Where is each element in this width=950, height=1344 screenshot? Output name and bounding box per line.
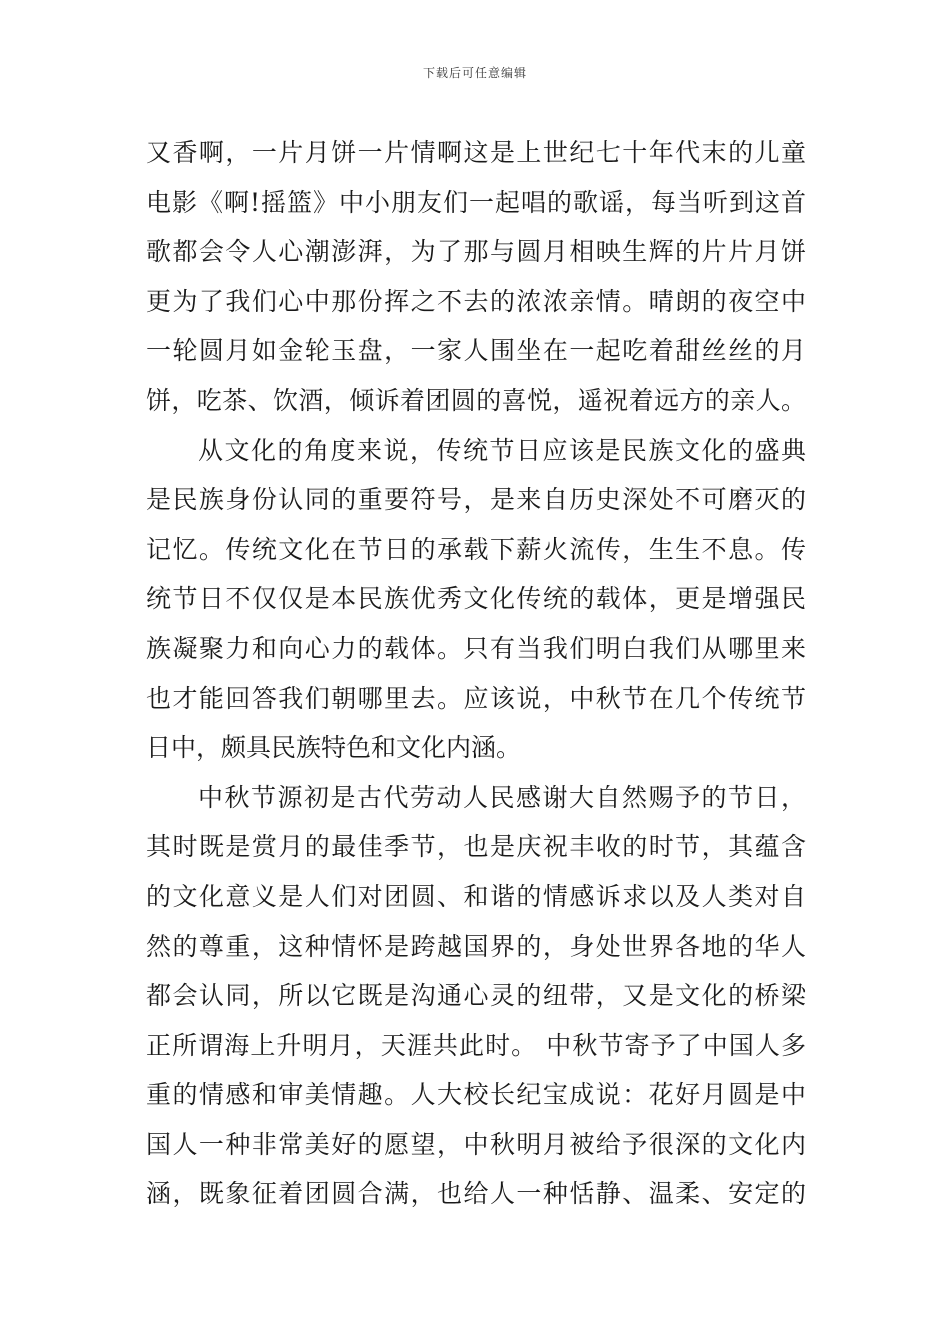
text-line: 重的情感和审美情趣。人大校长纪宝成说：花好月圆是中 [146, 1080, 806, 1110]
text-line: 也才能回答我们朝哪里去。应该说，中秋节在几个传统节 [146, 683, 806, 713]
text-line: 的文化意义是人们对团圆、和谐的情感诉求以及人类对自 [146, 881, 806, 911]
text-line: 从文化的角度来说，传统节日应该是民族文化的盛典 [198, 435, 806, 465]
text-line: 都会认同，所以它既是沟通心灵的纽带，又是文化的桥梁 [146, 981, 806, 1011]
text-line: 记忆。传统文化在节日的承载下薪火流传，生生不息。传 [146, 534, 806, 564]
page-header: 下载后可任意编辑 [422, 66, 527, 80]
text-line: 国人一种非常美好的愿望，中秋明月被给予很深的文化内 [146, 1129, 806, 1159]
text-line: 歌都会令人心潮澎湃，为了那与圆月相映生辉的片片月饼 [146, 237, 806, 267]
text-line: 饼，吃茶、饮酒，倾诉着团圆的喜悦，遥祝着远方的亲人。 [146, 385, 806, 415]
text-line: 是民族身份认同的重要符号，是来自历史深处不可磨灭的 [146, 485, 806, 515]
text-line: 日中，颇具民族特色和文化内涵。 [146, 733, 522, 763]
body-text [146, 128, 806, 1219]
text-line: 正所谓海上升明月，天涯共此时。 中秋节寄予了中国人多 [146, 1030, 806, 1060]
text-line: 涵，既象征着团圆合满，也给人一种恬静、温柔、安定的 [146, 1179, 806, 1209]
text-line: 统节日不仅仅是本民族优秀文化传统的载体，更是增强民 [146, 584, 806, 614]
text-line: 中秋节源初是古代劳动人民感谢大自然赐予的节日， [198, 782, 806, 812]
text-line: 又香啊，一片月饼一片情啊这是上世纪七十年代末的儿童 [146, 138, 806, 167]
text-line: 族凝聚力和向心力的载体。只有当我们明白我们从哪里来 [146, 633, 806, 663]
text-line: 然的尊重，这种情怀是跨越国界的，身处世界各地的华人 [146, 931, 806, 961]
text-line: 其时既是赏月的最佳季节，也是庆祝丰收的时节，其蕴含 [146, 832, 806, 862]
text-line: 一轮圆月如金轮玉盘，一家人围坐在一起吃着甜丝丝的月 [146, 336, 806, 366]
text-line: 电影《啊!摇篮》中小朋友们一起唱的歌谣，每当听到这首 [146, 187, 806, 217]
text-line: 更为了我们心中那份挥之不去的浓浓亲情。晴朗的夜空中 [146, 286, 806, 316]
